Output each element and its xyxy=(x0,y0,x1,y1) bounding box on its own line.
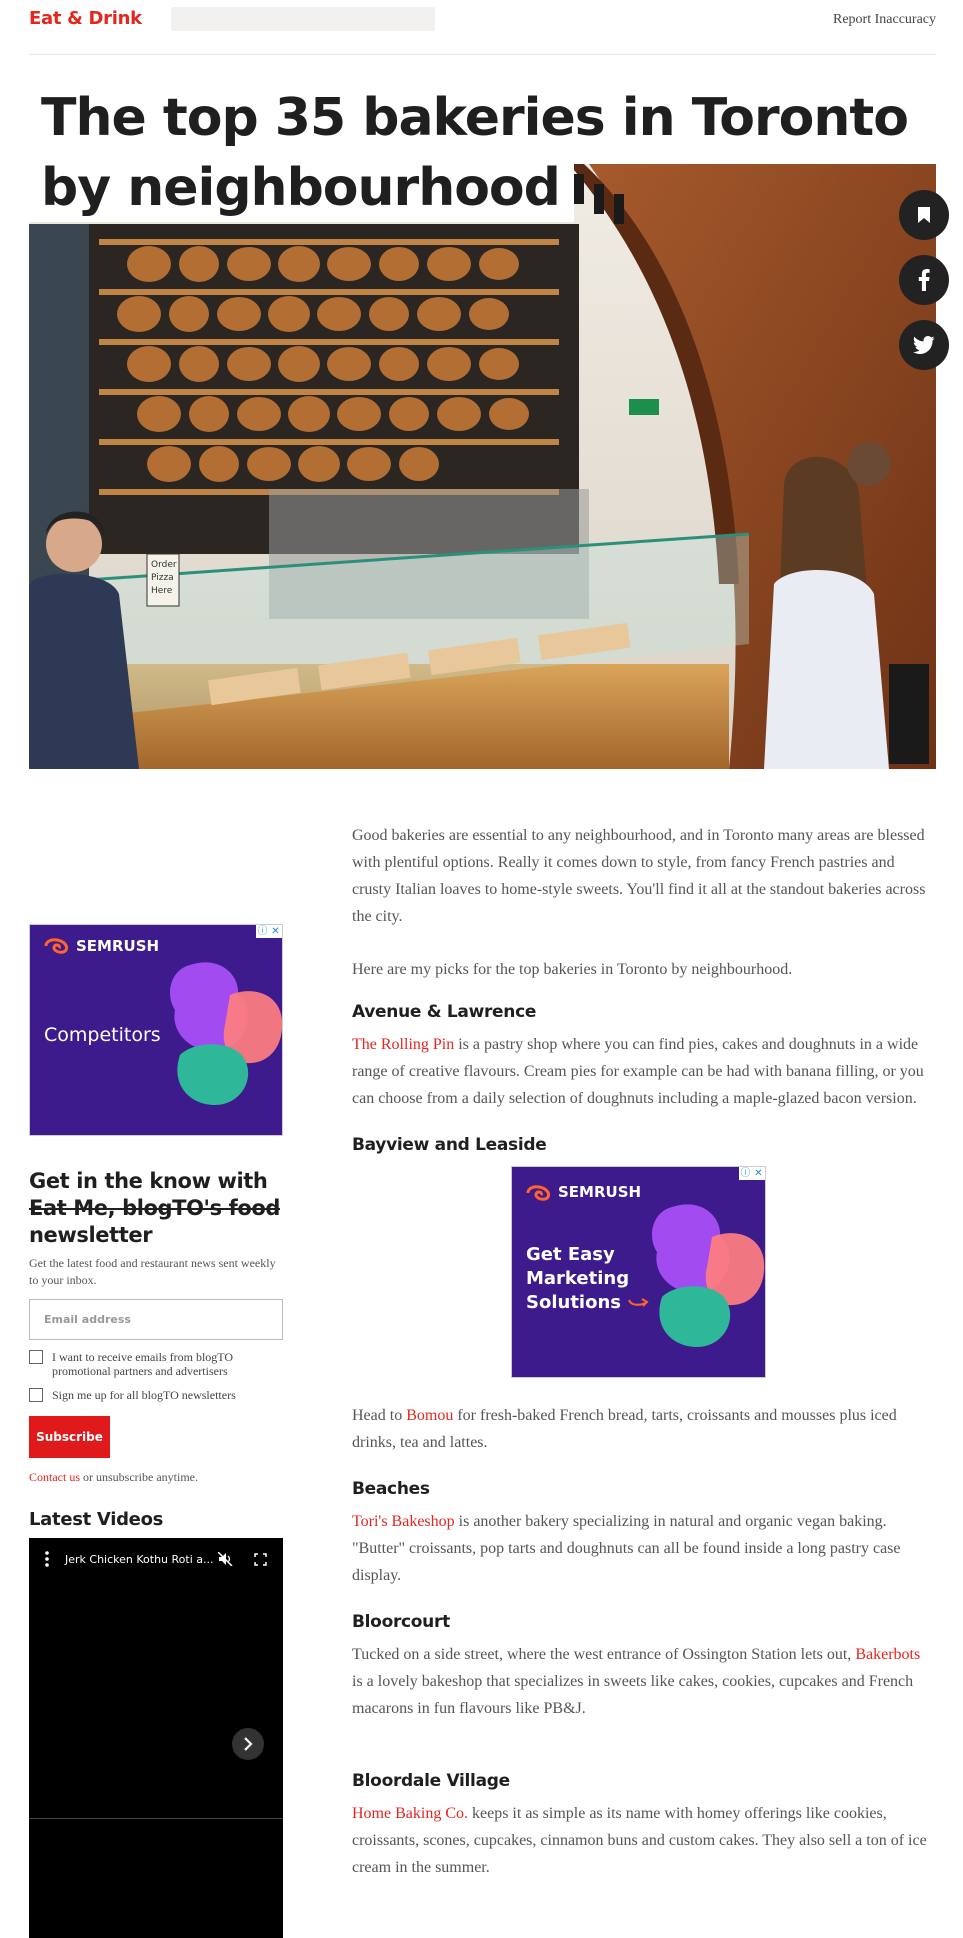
sign-here: Here xyxy=(151,586,173,596)
semrush-ad[interactable] xyxy=(29,924,283,1136)
link-bakerbots[interactable]: Bakerbots xyxy=(855,1646,921,1663)
partner-emails-option[interactable] xyxy=(29,1350,283,1378)
bookmark-button[interactable] xyxy=(899,190,949,240)
paragraph-beaches xyxy=(352,1508,927,1589)
partner-emails-label: I want to receive emails from blogTO promotional partners and advertisers xyxy=(52,1350,234,1378)
facebook-share-button[interactable] xyxy=(899,255,949,305)
twitter-share-button[interactable] xyxy=(899,320,949,370)
sign-order: Order xyxy=(151,560,177,570)
ad-line-2: Marketing xyxy=(526,1268,630,1289)
contact-line xyxy=(29,1470,283,1485)
text-bloorcourt-pre: Tucked on a side street, where the west entrance of Ossington Station lets out, xyxy=(352,1646,856,1663)
ad-brand-inline: SEMRUSH xyxy=(558,1183,642,1201)
ad-shapes xyxy=(160,955,283,1115)
newsletter-title-pre: Get in the know with xyxy=(29,1169,268,1193)
link-home-baking-co[interactable]: Home Baking Co. xyxy=(352,1805,468,1822)
heading-bayview-leaside: Bayview and Leaside xyxy=(352,1135,547,1155)
text-bloordale-village: keeps it as simple as its name with homey offerings like cookies, croissants, scones, cupcakes, cinnamon buns and custom cakes. They also sell a ton of ice cream in the summer. xyxy=(352,1805,927,1876)
text-bayview-pre: Head to xyxy=(352,1407,407,1424)
ad-info-icon-inline[interactable]: ⓘ xyxy=(740,1168,751,1179)
text-bayview-leaside: for fresh-baked French bread, tarts, croissants and mousses plus iced drinks, tea and lattes. xyxy=(352,1407,897,1451)
link-bomou[interactable]: Bomou xyxy=(406,1407,454,1424)
text-bloorcourt: is a lovely bakeshop that specializes in sweets like cakes, cookies, cupcakes and French macarons in fun flavours like PB&J. xyxy=(352,1673,914,1717)
heading-beaches: Beaches xyxy=(352,1479,430,1499)
text-beaches: is another bakery specializing in natural and organic vegan baking. "Butter" croissants, pop tarts and doughnuts can all be found inside a long pastry case display. xyxy=(352,1513,901,1584)
ad-close-icon[interactable]: ✕ xyxy=(269,925,282,938)
ad-brand: SEMRUSH xyxy=(76,937,160,955)
all-newsletters-option[interactable] xyxy=(29,1388,283,1402)
title-line-2: by neighbourhood xyxy=(29,152,574,222)
intro-paragraph-2: Here are my picks for the top bakeries in Toronto by neighbourhood. xyxy=(352,961,793,978)
hero-image xyxy=(29,164,936,769)
section-brand-link[interactable]: Eat & Drink xyxy=(29,8,142,29)
ad-text-inline xyxy=(526,1243,651,1315)
title-line-1: The top 35 bakeries in Toronto xyxy=(29,82,922,152)
ad-text: Competitors xyxy=(44,1024,161,1046)
paragraph-bayview-leaside xyxy=(352,1402,927,1456)
text-avenue-lawrence: is a pastry shop where you can find pies, cakes and doughnuts in a wide range of creative flavours. Cream pies for example can be had with banana filling, or you can choose from a daily selection of doughnuts including a maple-glazed bacon version. xyxy=(352,1036,924,1107)
link-the-rolling-pin[interactable]: The Rolling Pin xyxy=(352,1036,455,1053)
video-controls xyxy=(45,1551,267,1567)
chevron-right-icon xyxy=(243,1737,253,1751)
subscribe-button[interactable]: Subscribe xyxy=(29,1416,110,1458)
heading-avenue-lawrence: Avenue & Lawrence xyxy=(352,1002,537,1022)
email-field[interactable] xyxy=(29,1299,283,1340)
ad-controls-inline xyxy=(739,1167,765,1180)
link-toris-bakeshop[interactable]: Tori's Bakeshop xyxy=(352,1513,455,1530)
sidebar xyxy=(29,924,283,1938)
ad-info-icon[interactable]: ⓘ xyxy=(257,926,268,937)
contact-rest: or unsubscribe anytime. xyxy=(80,1470,198,1484)
ad-close-icon-inline[interactable]: ✕ xyxy=(752,1167,765,1180)
more-options-icon[interactable] xyxy=(45,1551,49,1567)
report-inaccuracy-link[interactable]: Report Inaccuracy xyxy=(833,12,936,27)
intro-paragraph: Good bakeries are essential to any neighbourhood, and in Toronto many areas are blessed with plentiful options. Really it comes down to style, from fancy French pastries and crusty Italian loaves to home-style sweets. You'll find it all at the standout bakeries across the city. xyxy=(352,827,926,925)
heading-bloordale-village: Bloordale Village xyxy=(352,1771,510,1791)
ad-line-3: Solutions xyxy=(526,1292,621,1313)
video-divider xyxy=(29,1818,283,1819)
bookmark-icon xyxy=(917,206,931,224)
semrush-logo-icon xyxy=(526,1185,552,1201)
twitter-icon xyxy=(913,336,935,354)
newsletter-description: Get the latest food and restaurant news sent weekly to your inbox. xyxy=(29,1256,276,1287)
ad-controls xyxy=(256,925,282,938)
ad-logo xyxy=(44,937,159,955)
paragraph-bloordale-village xyxy=(352,1800,927,1881)
newsletter-title xyxy=(29,1168,283,1249)
video-player[interactable] xyxy=(29,1538,283,1938)
sign-pizza: Pizza xyxy=(151,573,174,583)
ad-line-1: Get Easy xyxy=(526,1244,615,1265)
video-title: Jerk Chicken Kothu Roti a... xyxy=(65,1552,214,1566)
newsletter-title-strike: Eat Me, blogTO's food xyxy=(29,1196,281,1220)
top-bar xyxy=(29,0,936,55)
contact-us-link[interactable]: Contact us xyxy=(29,1470,80,1484)
article-title xyxy=(29,82,929,222)
partner-emails-checkbox[interactable] xyxy=(29,1350,43,1364)
search-bar[interactable] xyxy=(171,7,435,31)
all-newsletters-checkbox[interactable] xyxy=(29,1388,43,1402)
fullscreen-icon[interactable] xyxy=(254,1553,267,1566)
paragraph-bloorcourt xyxy=(352,1641,927,1722)
next-video-button[interactable] xyxy=(232,1728,264,1760)
heading-bloorcourt: Bloorcourt xyxy=(352,1612,450,1632)
semrush-ad-inline[interactable] xyxy=(511,1166,766,1378)
bakery-photo xyxy=(29,164,936,769)
article-body xyxy=(352,822,927,1907)
all-newsletters-label: Sign me up for all blogTO newsletters xyxy=(52,1388,236,1402)
latest-videos-title: Latest Videos xyxy=(29,1509,164,1530)
ad-logo-inline xyxy=(526,1179,641,1206)
facebook-icon xyxy=(918,269,930,291)
mute-icon[interactable] xyxy=(218,1552,234,1566)
newsletter-title-post: newsletter xyxy=(29,1223,153,1247)
ad-shapes-inline xyxy=(642,1197,766,1357)
paragraph-avenue-lawrence xyxy=(352,1031,927,1112)
semrush-logo-icon xyxy=(44,938,70,954)
